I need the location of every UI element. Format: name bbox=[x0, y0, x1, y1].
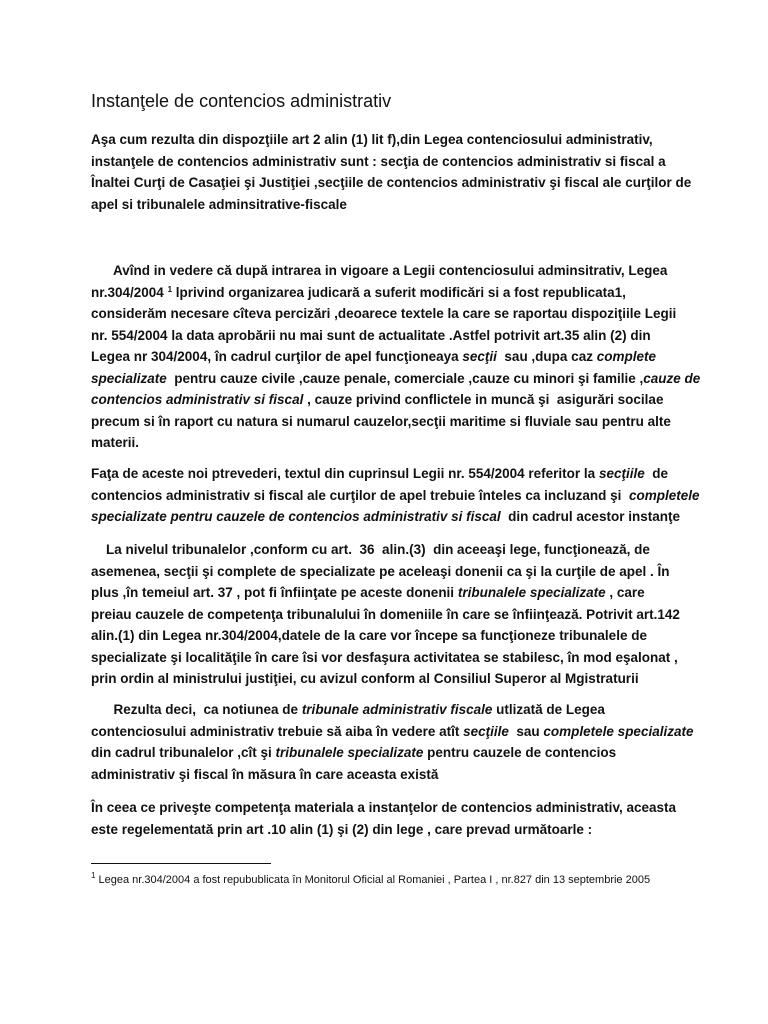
text-run: , care bbox=[605, 585, 645, 600]
paragraph-line bbox=[91, 506, 691, 528]
paragraph-line: asemenea, secţii şi complete de specializate pe aceleaşi donenii ca şi la curţile de apel . În bbox=[91, 563, 670, 579]
italic-run: tribunalele specializate bbox=[457, 585, 606, 600]
italic-run: cauze de bbox=[643, 370, 701, 386]
footnote bbox=[91, 871, 651, 886]
text-run: din cadrul tribunalelor ,cît şi bbox=[91, 745, 276, 760]
text-run: pentru cauzele de contencios bbox=[423, 745, 617, 760]
text-run: Faţa de aceste noi ptrevederi, textul din cuprinsul Legii nr. 554/2004 referitor la bbox=[91, 466, 599, 481]
paragraph-line bbox=[91, 485, 700, 507]
paragraph-line bbox=[91, 699, 691, 721]
footnote-text: Legea nr.304/2004 a fost repubublicata în Monitorul Oficial al Romaniei , Partea I , nr.827 din 13 septembrie 2005 bbox=[95, 874, 651, 886]
text-run: nr.304/2004 bbox=[91, 284, 168, 300]
paragraph-line bbox=[91, 368, 701, 390]
italic-run: specializate pentru cauzele de contencios administrativ si fiscal bbox=[91, 509, 501, 524]
text-run: contencios administrativ si fiscal ale curţilor de apel trebuie înteles ca incluzand şi bbox=[91, 487, 629, 503]
paragraph-line: alin.(1) din Legea nr.304/2004,datele de la care vor începe sa funcţioneze tribunalele de bbox=[91, 628, 647, 643]
italic-run: contencios administrativ si fiscal bbox=[91, 392, 304, 407]
paragraph-line bbox=[91, 463, 691, 485]
paragraph-line bbox=[91, 742, 691, 764]
paragraph-3 bbox=[91, 463, 700, 528]
paragraph-line: precum si în raport cu natura si numarul cauzelor,secţii maritime si fluviale sau pentru alte bbox=[91, 413, 671, 429]
footnote-separator bbox=[91, 863, 271, 864]
italic-run: secţiile bbox=[598, 466, 645, 481]
text-run: lprivind organizarea judicară a suferit modificări si a fost republicata1, bbox=[172, 284, 626, 300]
italic-run: tribunalele specializate bbox=[275, 745, 424, 760]
italic-run: complete bbox=[596, 349, 656, 364]
paragraph-line: prin ordin al ministrului justiţiei, cu avizul conform al Consiliul Superor al Mgistraturii bbox=[91, 671, 639, 686]
italic-run: secţii bbox=[462, 349, 497, 364]
text-run: Legea nr 304/2004, în cadrul curţilor de apel funcţioneaya bbox=[91, 349, 463, 364]
paragraph-line: este regelementată prin art .10 alin (1) şi (2) din lege , care prevad următoarle : bbox=[91, 821, 593, 837]
paragraph-line: La nivelul tribunalelor ,conform cu art. 36 alin.(3) din aceeaşi lege, funcţionează, de bbox=[91, 542, 650, 557]
paragraph-line: nr. 554/2004 la data aprobării nu mai sunt de actualitate .Astfel potrivit art.35 alin (2) din bbox=[91, 327, 651, 343]
text-run: plus ,în temeiul art. 37 , pot fi înfiinţate pe aceste donenii bbox=[91, 585, 458, 600]
paragraph-5 bbox=[91, 699, 694, 785]
text-run: pentru cauze civile ,cauze penale, comerciale ,cauze cu minori şi familie , bbox=[166, 370, 644, 386]
italic-run: completele specializate bbox=[543, 723, 694, 739]
text-run: , cauze privind conflictele in muncă şi asigurări socilae bbox=[303, 392, 664, 407]
paragraph-line: instanţele de contencios administrativ sunt : secţia de contencios administrativ si fiscal a bbox=[91, 153, 666, 169]
document-title: Instanţele de contencios administrativ bbox=[91, 91, 392, 111]
italic-run: tribunale administrativ fiscale bbox=[301, 702, 493, 717]
paragraph-1 bbox=[91, 129, 691, 215]
text-run: contenciosului administrativ trebuie să aiba în vedere atît bbox=[91, 723, 464, 739]
text-run: Rezulta deci, ca notiunea de bbox=[91, 702, 302, 717]
paragraph-line bbox=[91, 346, 691, 368]
footnote-number: 1 bbox=[91, 871, 96, 880]
text-run: utlizată de Legea bbox=[492, 702, 605, 717]
paragraph-line: Înaltei Curţi de Casaţiei şi Justiţiei ,secţiile de contencios administrativ şi fiscal ale curţilor de bbox=[91, 175, 692, 190]
paragraph-line: preiau cauzele de competenţa tribunalului în domeniile în care se înfiinţează. Potrivit art.142 bbox=[91, 606, 680, 622]
paragraph-line: apel si tribunalele adminsitrative-fiscale bbox=[91, 196, 347, 212]
paragraph-line: Aşa cum rezulta din dispozţiile art 2 alin (1) lit f),din Legea contenciosului administrativ, bbox=[91, 132, 653, 147]
italic-run: secţiile bbox=[463, 723, 509, 739]
paragraph-line bbox=[91, 389, 691, 411]
paragraph-line: administrativ şi fiscal în măsura în care aceasta există bbox=[91, 766, 439, 782]
paragraph-line: specializate şi localităţile în care îsi vor desfaşura activitatea se stabilesc, în mod eşalonat , bbox=[91, 649, 678, 665]
paragraph-line bbox=[91, 282, 691, 304]
paragraph-line: considerăm necesare cîteva percizări ,deoarece textele la care se raportau dispoziţiile Legii bbox=[91, 306, 677, 321]
paragraph-line: Avînd in vedere că după intrarea in vigoare a Legii contenciosului adminsitrativ, Legea bbox=[91, 263, 668, 278]
text-run: de bbox=[644, 466, 668, 481]
paragraph-line: În ceea ce priveşte competenţa materiala a instanţelor de contencios administrativ, aceasta bbox=[91, 800, 676, 815]
text-run: sau ,dupa caz bbox=[496, 349, 597, 364]
italic-run: specializate bbox=[91, 370, 167, 386]
text-run: din cadrul acestor instanţe bbox=[500, 509, 680, 524]
paragraph-line: materii. bbox=[91, 435, 140, 450]
paragraph-line bbox=[91, 721, 694, 743]
footnote-reference[interactable]: 1 bbox=[167, 284, 173, 294]
paragraph-2 bbox=[91, 260, 701, 454]
paragraph-6 bbox=[91, 797, 691, 840]
paragraph-line bbox=[91, 582, 691, 604]
paragraph-4 bbox=[91, 539, 691, 690]
italic-run: completele bbox=[628, 487, 700, 503]
text-run: sau bbox=[508, 723, 544, 739]
